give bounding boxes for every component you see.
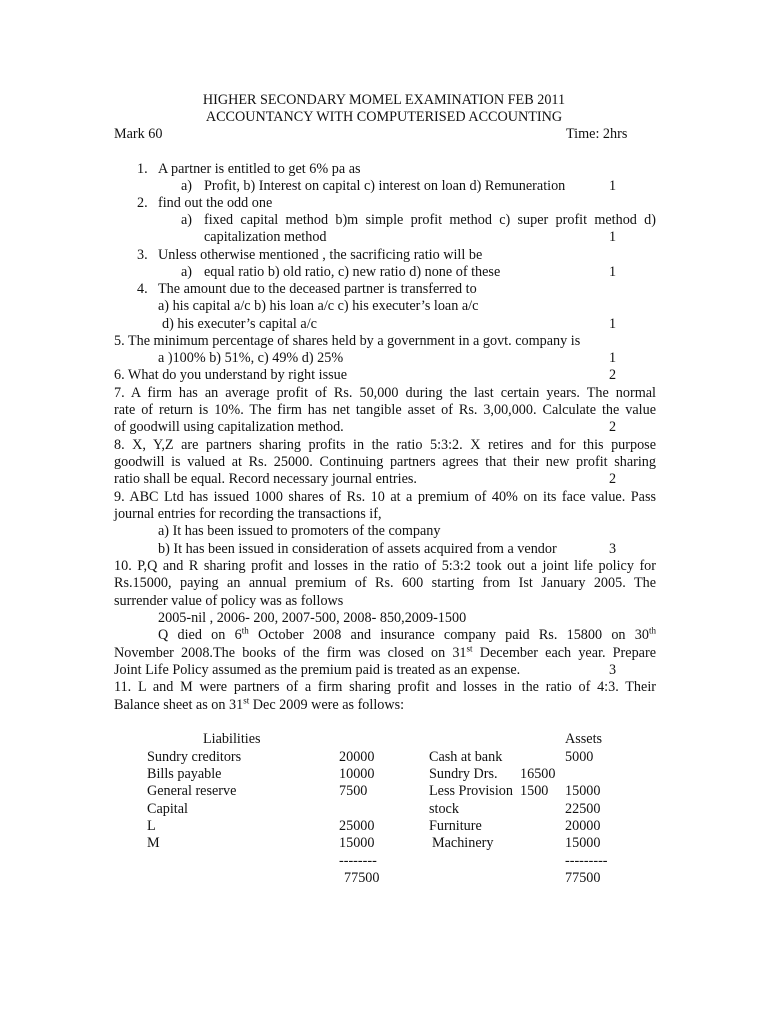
asset-amount: 15000	[565, 835, 601, 851]
q11-line1: 11. L and M were partners of a firm sharing profit and losses in the ratio of 4:3. Their	[114, 679, 656, 695]
exam-title: HIGHER SECONDARY MOMEL EXAMINATION FEB 2011	[202, 92, 566, 108]
q2-option-label: a)	[181, 212, 193, 228]
asset-amount: 15000	[565, 783, 601, 799]
q2-mark: 1	[609, 229, 617, 245]
q1-number: 1.	[137, 161, 148, 177]
q3-options: equal ratio b) old ratio, c) new ratio d) none of these	[204, 264, 501, 280]
q5-mark: 1	[609, 350, 617, 366]
q7-line2: rate of return is 10%. The firm has net tangible asset of Rs. 3,00,000. Calculate the value	[114, 402, 656, 418]
q1-options: Profit, b) Interest on capital c) interest on loan d) Remuneration	[204, 178, 566, 194]
q9-part-a: a) It has been issued to promoters of the company	[158, 523, 441, 539]
q9-part-b: b) It has been issued in consideration of assets acquired from a vendor	[158, 541, 557, 557]
q8-line1: 8. X, Y,Z are partners sharing profits in the ratio 5:3:2. X retires and for this purpose	[114, 437, 656, 453]
total-marks: Mark 60	[114, 126, 163, 142]
assets-header: Assets	[565, 731, 603, 747]
q10-line6: November 2008.The books of the firm was closed on 31st December each year. Prepare	[114, 643, 656, 661]
q8-mark: 2	[609, 471, 617, 487]
asset-name: stock	[429, 801, 459, 817]
q2-text: find out the odd one	[158, 195, 273, 211]
asset-name: Cash at bank	[429, 749, 503, 765]
liability-name: Capital	[147, 801, 188, 817]
q10-mark: 3	[609, 662, 617, 678]
asset-amount: 22500	[565, 801, 601, 817]
q4-number: 4.	[137, 281, 148, 297]
q3-number: 3.	[137, 247, 148, 263]
asset-amount: 5000	[565, 749, 594, 765]
q2-number: 2.	[137, 195, 148, 211]
q10-line7: Joint Life Policy assumed as the premium paid is treated as an expense.	[114, 662, 521, 678]
q4-options-line2: d) his executer’s capital a/c	[162, 316, 317, 332]
q10-line5: Q died on 6th October 2008 and insurance company paid Rs. 15800 on 30th	[158, 625, 656, 643]
liability-name: Sundry creditors	[147, 749, 242, 765]
asset-sub-amount: 16500	[520, 766, 556, 782]
liability-name: General reserve	[147, 783, 237, 799]
q1-text: A partner is entitled to get 6% pa as	[158, 161, 361, 177]
liability-amount: 7500	[339, 783, 368, 799]
q7-line1: 7. A firm has an average profit of Rs. 50,000 during the last certain years. The normal	[114, 385, 656, 401]
q3-mark: 1	[609, 264, 617, 280]
liability-name: M	[147, 835, 160, 851]
liability-name: L	[147, 818, 156, 834]
asset-amount: 20000	[565, 818, 601, 834]
asset-name: Less Provision	[429, 783, 513, 799]
q2-options-line1: fixed capital method b)m simple profit method c) super profit method d)	[204, 212, 656, 228]
q11-line2: Balance sheet as on 31st Dec 2009 were as follows:	[114, 695, 405, 713]
asset-sub-amount: 1500	[520, 783, 549, 799]
q3-option-label: a)	[181, 264, 193, 280]
assets-total-rule: ---------	[565, 853, 608, 869]
q4-mark: 1	[609, 316, 617, 332]
asset-name: Furniture	[429, 818, 482, 834]
q10-surrender-values: 2005-nil , 2006- 200, 2007-500, 2008- 850,2009-1500	[158, 610, 467, 626]
liability-amount: 25000	[339, 818, 375, 834]
liabilities-header: Liabilities	[203, 731, 261, 747]
liability-amount: 10000	[339, 766, 375, 782]
liability-name: Bills payable	[147, 766, 222, 782]
exam-duration: Time: 2hrs	[566, 126, 628, 142]
q6-mark: 2	[609, 367, 617, 383]
q7-mark: 2	[609, 419, 617, 435]
q9-mark: 3	[609, 541, 617, 557]
liabilities-total-rule: --------	[339, 853, 377, 869]
q8-line3: ratio shall be equal. Record necessary journal entries.	[114, 471, 417, 487]
q6-text: 6. What do you understand by right issue	[114, 367, 348, 383]
q1-option-label: a)	[181, 178, 193, 194]
q10-line1: 10. P,Q and R sharing profit and losses in the ratio of 5:3:2 took out a joint life policy for	[114, 558, 656, 574]
q2-options-line2: capitalization method	[204, 229, 327, 245]
asset-name: Machinery	[432, 835, 494, 851]
liabilities-total: 77500	[344, 870, 380, 886]
q1-mark: 1	[609, 178, 617, 194]
q4-text: The amount due to the deceased partner is transferred to	[158, 281, 477, 297]
q5-options: a )100% b) 51%, c) 49% d) 25%	[158, 350, 344, 366]
liability-amount: 20000	[339, 749, 375, 765]
liability-amount: 15000	[339, 835, 375, 851]
q9-line2: journal entries for recording the transactions if,	[114, 506, 382, 522]
q9-line1: 9. ABC Ltd has issued 1000 shares of Rs. 10 at a premium of 40% on its face value. Pass	[114, 489, 656, 505]
q4-options-line1: a) his capital a/c b) his loan a/c c) his executer’s loan a/c	[158, 298, 479, 314]
q8-line2: goodwill is valued at Rs. 25000. Continuing partners agrees that their new profit sharing	[114, 454, 656, 470]
asset-name: Sundry Drs.	[429, 766, 498, 782]
q3-text: Unless otherwise mentioned , the sacrificing ratio will be	[158, 247, 483, 263]
assets-total: 77500	[565, 870, 601, 886]
q7-line3: of goodwill using capitalization method.	[114, 419, 344, 435]
q10-line2: Rs.15000, paying an annual premium of Rs. 600 starting from Ist January 2005. The	[114, 575, 656, 591]
subject-title: ACCOUNTANCY WITH COMPUTERISED ACCOUNTING	[205, 109, 563, 125]
q5-text: 5. The minimum percentage of shares held by a government in a govt. company is	[114, 333, 581, 349]
q10-line3: surrender value of policy was as follows	[114, 593, 344, 609]
